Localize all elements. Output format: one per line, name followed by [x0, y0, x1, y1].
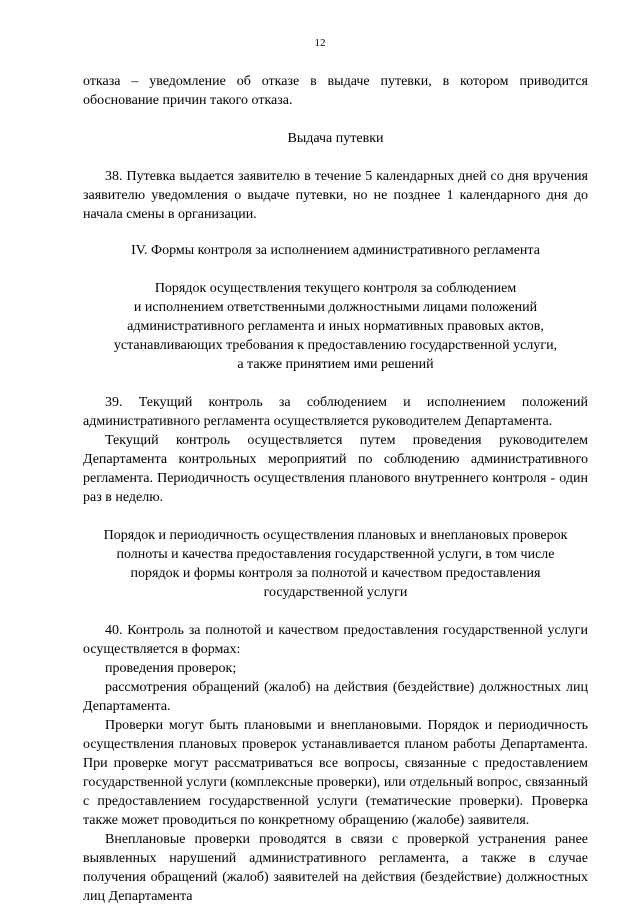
- heading-line: полноты и качества предоставления государственной услуги, в том числе: [116, 547, 555, 562]
- heading-issue-voucher: Выдача путевки: [287, 131, 384, 146]
- paragraph-39: 39. Текущий контроль за соблюдением и исполнением положений административного регламента осуществляется руководителем Департамента.: [83, 395, 588, 429]
- page-number: 12: [314, 37, 326, 49]
- paragraph-40-unplanned: Внеплановые проверки проводятся в связи с проверкой устранения ранее выявленных нарушений административного регламента, а также в случае получения обращений (жалоб) заявителей на действия (бездействие) должностных лиц Департамента: [83, 832, 588, 904]
- heading-current-control: [83, 279, 588, 374]
- heading-line: государственной услуги: [263, 585, 408, 600]
- paragraph-refusal: отказа – уведомление об отказе в выдаче путевки, в котором приводится обоснование причин такого отказа.: [83, 74, 588, 108]
- heading-line: административного регламента и иных нормативных правовых актов,: [127, 319, 544, 334]
- heading-line: порядок и формы контроля за полнотой и качеством предоставления: [130, 566, 541, 581]
- heading-section-iv: IV. Формы контроля за исполнением административного регламента: [131, 243, 540, 258]
- paragraph-40-form-complaints: рассмотрения обращений (жалоб) на действия (бездействие) должностных лиц Департамента.: [83, 680, 588, 714]
- page-content: [83, 72, 588, 906]
- paragraph-40-checks: Проверки могут быть плановыми и внеплановыми. Порядок и периодичность осуществления плановых проверок устанавливается планом работы Департамента. При проверке могут рассматриваться все вопросы, связанные с предоставлением государственной услуги (комплексные проверки), или отдельный вопрос, связанный с предоставлением государственной услуги (тематические проверки). Проверка также может проводиться по конкретному обращению (жалобе) заявителя.: [83, 718, 588, 828]
- heading-line: Порядок и периодичность осуществления плановых и внеплановых проверок: [103, 528, 568, 543]
- paragraph-39-control: Текущий контроль осуществляется путем проведения руководителем Департамента контрольных мероприятий по соблюдению административного регламента. Периодичность осуществления планового внутреннего контроля - один раз в неделю.: [83, 433, 588, 505]
- heading-line: устанавливающих требования к предоставлению государственной услуги,: [113, 338, 558, 353]
- paragraph-40-form-checks: проведения проверок;: [105, 661, 237, 676]
- heading-inspections: [83, 526, 588, 602]
- heading-line: а также принятием ими решений: [237, 357, 434, 372]
- paragraph-40: 40. Контроль за полнотой и качеством предоставления государственной услуги осуществляется в формах:: [83, 623, 588, 657]
- heading-line: и исполнением ответственными должностными лицами положений: [133, 300, 538, 315]
- heading-line: Порядок осуществления текущего контроля за соблюдением: [154, 281, 517, 296]
- paragraph-38: 38. Путевка выдается заявителю в течение 5 календарных дней со дня вручения заявителю уведомления о выдаче путевки, но не позднее 1 календарного дня до начала смены в организации.: [83, 169, 588, 222]
